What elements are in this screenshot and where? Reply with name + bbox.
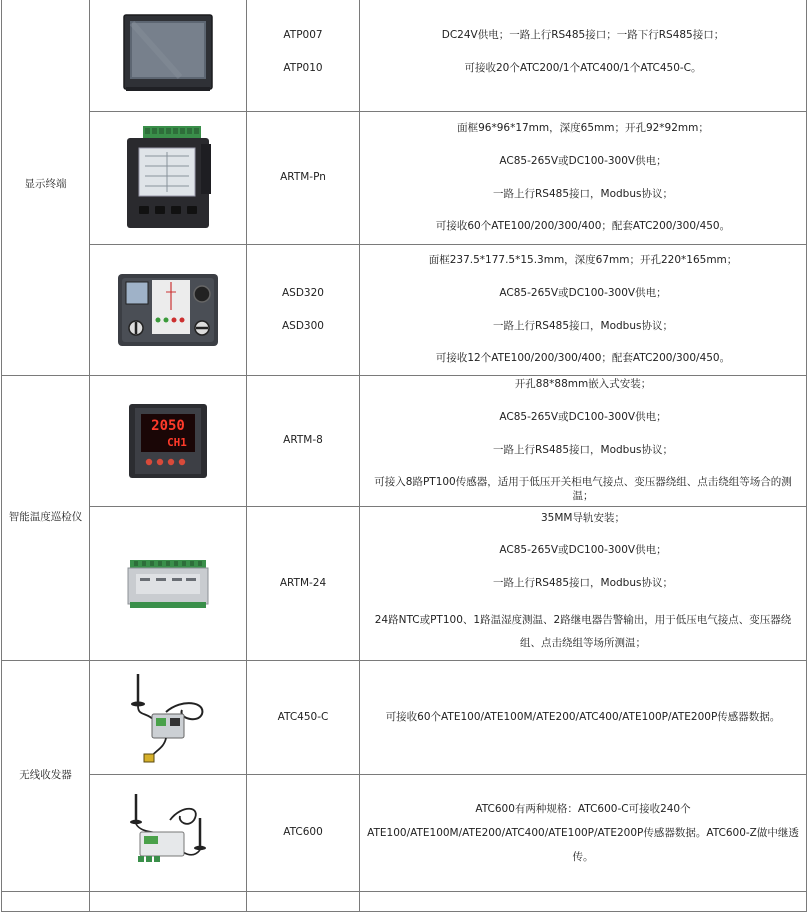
- category-label: 无线收发器: [19, 769, 72, 782]
- model-name: ASD320: [282, 286, 324, 299]
- description-line: 面框96*96*17mm，深度65mm；开孔92*92mm；: [457, 122, 709, 135]
- table-row: [2, 245, 807, 376]
- model-name: ARTM-Pn: [280, 171, 326, 184]
- meter-reading: 2050: [151, 418, 185, 434]
- led-temperature-meter-image: [125, 400, 211, 482]
- description-line: 24路NTC或PT100、1路温湿度测温、2路继电器告警输出，用于低压电气接点、变压器绕组、点击绕组等场所测温；: [374, 614, 792, 650]
- model-name: ARTM-8: [283, 434, 323, 447]
- model-cell: [247, 245, 360, 376]
- description-line: AC85-265V或DC100-300V供电；: [499, 411, 667, 424]
- empty-cell: [247, 892, 360, 912]
- product-image-cell: [90, 112, 247, 245]
- table-row: [2, 112, 807, 245]
- table-row: [2, 0, 807, 112]
- model-name: ATC450-C: [277, 710, 329, 723]
- model-name: ATC600: [283, 826, 323, 839]
- category-label: 智能温度巡检仪: [8, 511, 83, 524]
- meter-channel: CH1: [167, 436, 187, 449]
- product-image-cell: [90, 661, 247, 775]
- description-line: 可接收12个ATE100/200/300/400；配套ATC200/300/450。: [435, 352, 731, 365]
- table-row: [2, 892, 807, 912]
- description-line: 可接收60个ATE100/ATE100M/ATE200/ATC400/ATE100P/ATE200P传感器数据。: [385, 710, 781, 723]
- empty-cell: [360, 892, 807, 912]
- table-row: [2, 661, 807, 775]
- model-name: ATP007: [283, 29, 323, 42]
- description-line: 一路上行RS485接口，Modbus协议；: [493, 319, 673, 332]
- description-line: 一路上行RS485接口，Modbus协议；: [493, 443, 673, 456]
- model-name: ARTM-24: [279, 576, 327, 589]
- category-cell: [2, 376, 90, 661]
- product-table: [1, 0, 807, 912]
- product-image-cell: [90, 507, 247, 661]
- table-row: [2, 376, 807, 507]
- description-line: ATC600有两种规格：ATC600-C可接收240个ATE100/ATE100M/ATE200/ATC400/ATE100P/ATE200P传感器数据。ATC600-Z做中继透传。: [367, 803, 799, 863]
- description-cell: [360, 112, 807, 245]
- description-cell: [360, 775, 807, 892]
- model-cell: [247, 507, 360, 661]
- model-cell: [247, 0, 360, 112]
- model-cell: [247, 112, 360, 245]
- description-line: 一路上行RS485接口，Modbus协议；: [493, 187, 673, 200]
- product-image-cell: [90, 376, 247, 507]
- description-line: AC85-265V或DC100-300V供电；: [499, 154, 667, 167]
- description-line: 面框237.5*177.5*15.3mm，深度67mm；开孔220*165mm；: [428, 254, 738, 267]
- description-line: 可接入8路PT100传感器，适用于低压开关柜电气接点、变压器绕组、点击绕组等场合的测温；: [374, 476, 792, 502]
- description-line: DC24V供电；一路上行RS485接口；一路下行RS485接口；: [441, 29, 725, 42]
- description-cell: [360, 376, 807, 507]
- model-cell: [247, 661, 360, 775]
- switchgear-display-image: [116, 270, 220, 350]
- product-image-cell: [90, 245, 247, 376]
- dual-antenna-transceiver-image: [122, 790, 214, 876]
- table-row: [2, 507, 807, 661]
- description-line: 可接收60个ATE100/200/300/400；配套ATC200/300/450。: [435, 220, 731, 233]
- description-cell: [360, 0, 807, 112]
- description-cell: [360, 507, 807, 661]
- category-cell: [2, 661, 90, 892]
- product-image-cell: [90, 775, 247, 892]
- description-line: 开孔88*88mm嵌入式安装；: [514, 378, 652, 391]
- empty-cell: [90, 892, 247, 912]
- touchscreen-panel-image: [120, 11, 216, 95]
- model-name: ASD300: [282, 319, 324, 332]
- description-cell: [360, 661, 807, 775]
- model-cell: [247, 775, 360, 892]
- description-line: 35MM导轨安装；: [541, 511, 625, 524]
- panel-meter-image: [123, 124, 213, 232]
- description-line: 一路上行RS485接口，Modbus协议；: [493, 576, 673, 589]
- description-line: AC85-265V或DC100-300V供电；: [499, 544, 667, 557]
- model-cell: [247, 376, 360, 507]
- description-line: 可接收20个ATC200/1个ATC400/1个ATC450-C。: [464, 62, 702, 74]
- antenna-transceiver-image: [126, 668, 210, 768]
- description-line: AC85-265V或DC100-300V供电；: [499, 286, 667, 299]
- description-cell: [360, 245, 807, 376]
- model-name: ATP010: [283, 62, 323, 74]
- din-rail-module-image: [126, 556, 210, 612]
- category-cell: [2, 0, 90, 376]
- category-label: 显示终端: [24, 177, 67, 190]
- product-image-cell: [90, 0, 247, 112]
- empty-cell: [2, 892, 90, 912]
- table-row: [2, 775, 807, 892]
